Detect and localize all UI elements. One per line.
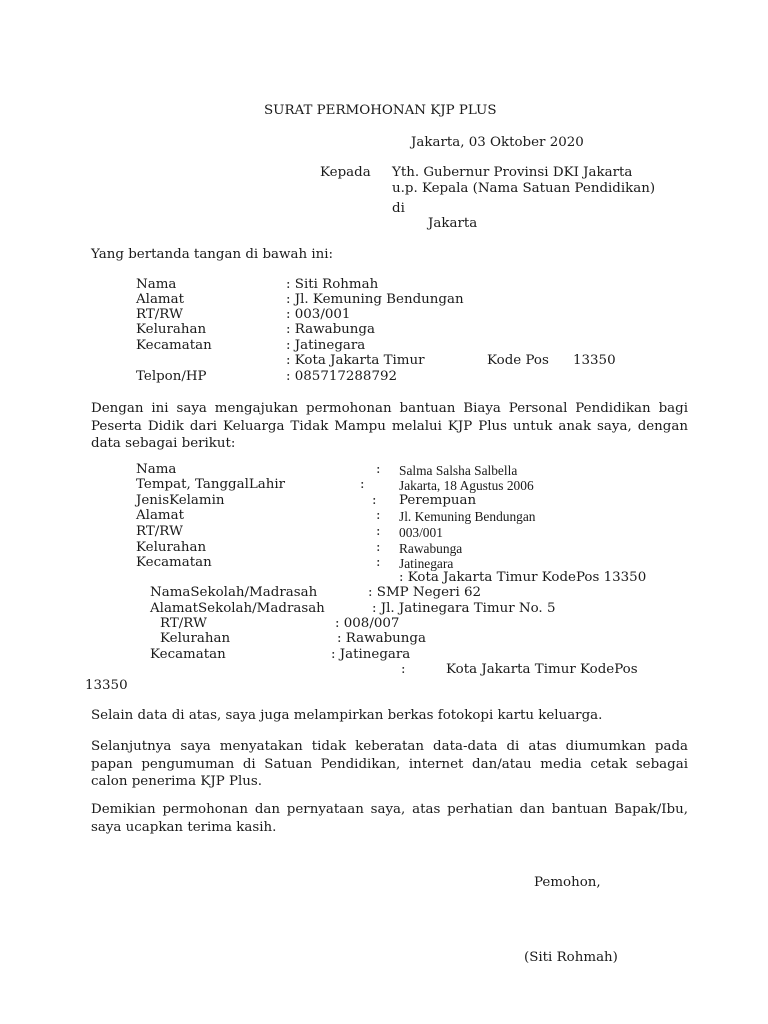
field-colon: :	[401, 662, 406, 677]
field-value: : 008/007	[335, 616, 400, 631]
intro-text: Yang bertanda tangan di bawah ini:	[91, 247, 334, 262]
field-value: : Kota Jakarta Timur KodePos 13350	[399, 570, 647, 585]
request-paragraph: Dengan ini saya mengajukan permohonan bantuan Biaya Personal Pendidikan bagi Peserta Didik dari Keluarga Tidak Mampu melalui KJP Plus untuk anak saya, dengan data sebagai berikut:	[91, 401, 688, 451]
signature-label: Pemohon,	[534, 875, 601, 890]
field-value: : SMP Negeri 62	[368, 585, 482, 600]
statement-paragraph: Selanjutnya saya menyatakan tidak keberatan data-data di atas diumumkan pada papan pengumuman di Satuan Pendidikan, internet dan/atau media cetak sebagai calon penerima KJP Plus.	[91, 739, 688, 789]
field-value: Jakarta, 18 Agustus 2006	[399, 478, 534, 493]
field-label: Nama	[136, 277, 177, 292]
field-label: Tempat, TanggalLahir	[136, 477, 286, 492]
field-label: Telpon/HP	[136, 369, 207, 384]
field-label: RT/RW	[136, 307, 183, 322]
signature-name: (Siti Rohmah)	[524, 950, 618, 965]
field-label: Kecamatan	[150, 647, 226, 662]
field-colon: :	[376, 555, 381, 570]
field-value: Perempuan	[399, 493, 477, 508]
closing-paragraph: Demikian permohonan dan pernyataan saya, atas perhatian dan bantuan Bapak/Ibu, saya ucapkan terima kasih.	[91, 802, 688, 835]
field-value: : Jl. Jatinegara Timur No. 5	[372, 601, 556, 616]
field-label: Kode Pos	[487, 353, 549, 368]
field-value: : Jl. Kemuning Bendungan	[286, 292, 464, 307]
field-label: NamaSekolah/Madrasah	[150, 585, 318, 600]
field-label: Alamat	[136, 292, 184, 307]
field-value: Kota Jakarta Timur KodePos	[446, 662, 638, 677]
field-value: Jl. Kemuning Bendungan	[399, 509, 536, 524]
field-label: Kelurahan	[136, 322, 207, 337]
field-label: RT/RW	[136, 524, 183, 539]
field-label: Alamat	[136, 508, 184, 523]
field-value: : Siti Rohmah	[286, 277, 379, 292]
recipient-line-1: Yth. Gubernur Provinsi DKI Jakarta	[392, 165, 633, 180]
field-value: : Rawabunga	[286, 322, 375, 337]
field-colon: :	[372, 493, 377, 508]
field-colon: :	[376, 462, 381, 477]
field-value: : 003/001	[286, 307, 351, 322]
recipient-label: Kepada	[320, 165, 371, 180]
field-label: Kelurahan	[136, 540, 207, 555]
field-label: JenisKelamin	[136, 493, 225, 508]
field-value: : 085717288792	[286, 369, 398, 384]
field-label: AlamatSekolah/Madrasah	[150, 601, 325, 616]
field-colon: :	[376, 524, 381, 539]
field-value: 003/001	[399, 525, 443, 540]
field-colon: :	[360, 477, 365, 492]
field-value: : Rawabunga	[337, 631, 426, 646]
field-value: 13350	[85, 678, 128, 693]
field-value: Jatinegara	[399, 556, 454, 571]
attachment-paragraph: Selain data di atas, saya juga melampirkan berkas fotokopi kartu keluarga.	[91, 708, 603, 723]
field-value: 13350	[573, 353, 616, 368]
field-label: Kecamatan	[136, 555, 212, 570]
recipient-line-4: Jakarta	[428, 216, 478, 231]
field-colon: :	[376, 540, 381, 555]
letter-title: SURAT PERMOHONAN KJP PLUS	[264, 103, 497, 118]
field-label: RT/RW	[160, 616, 207, 631]
field-value: : Jatinegara	[331, 647, 411, 662]
recipient-line-3: di	[392, 201, 405, 216]
field-label: Nama	[136, 462, 177, 477]
field-value: Salma Salsha Salbella	[399, 463, 518, 478]
place-date: Jakarta, 03 Oktober 2020	[411, 135, 584, 150]
field-label: Kelurahan	[160, 631, 231, 646]
field-value: Rawabunga	[399, 541, 463, 556]
field-value: : Kota Jakarta Timur	[286, 353, 425, 368]
recipient-line-2: u.p. Kepala (Nama Satuan Pendidikan)	[392, 181, 656, 196]
field-value: : Jatinegara	[286, 338, 366, 353]
field-colon: :	[376, 508, 381, 523]
field-label: Kecamatan	[136, 338, 212, 353]
